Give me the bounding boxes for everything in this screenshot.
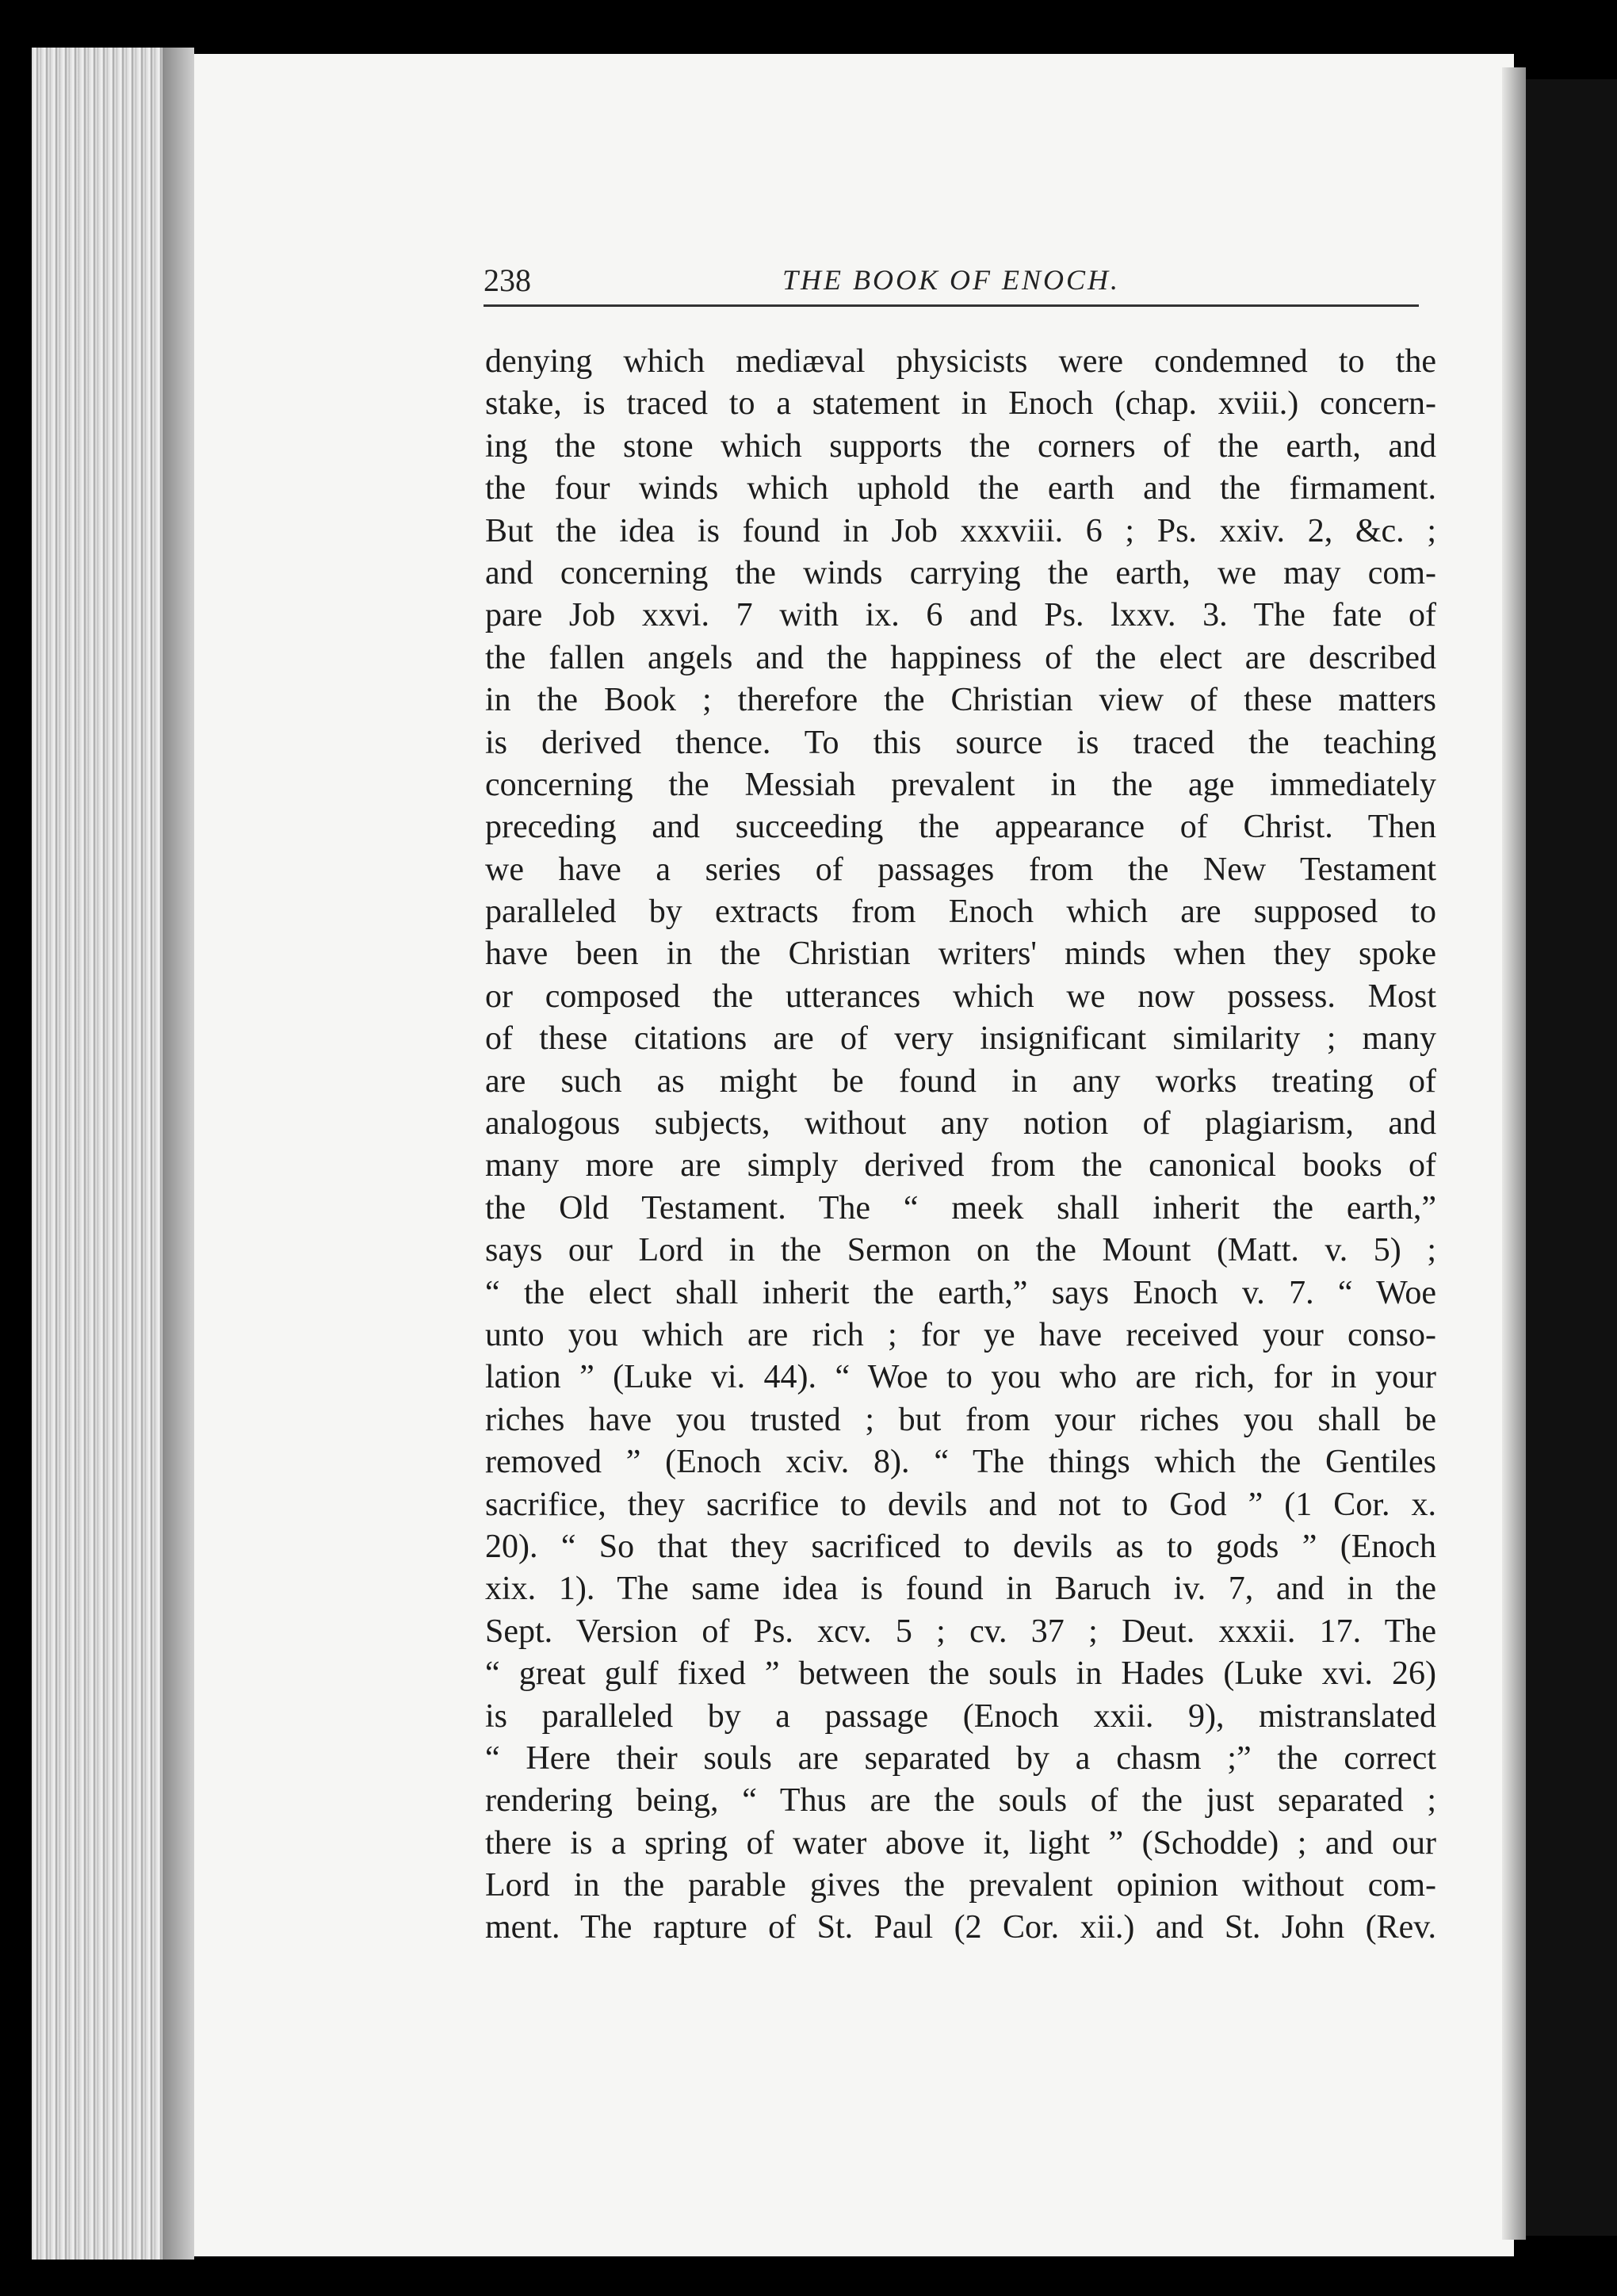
text-line: stake, is traced to a statement in Enoch (chap. xviii.) concern-	[485, 385, 1436, 423]
text-line: the four winds which uphold the earth and the firmament.	[485, 470, 1436, 507]
text-line: analogous subjects, without any notion of plagiarism, and	[485, 1105, 1436, 1142]
page-number: 238	[484, 262, 531, 298]
text-line: rendering being, “ Thus are the souls of the just separated ;	[485, 1782, 1436, 1820]
text-line: are such as might be found in any works treating of	[485, 1062, 1436, 1100]
text-line: lation ” (Luke vi. 44). “ Woe to you who are rich, for in your	[485, 1359, 1436, 1396]
text-line: the fallen angels and the happiness of the elect are described	[485, 639, 1436, 676]
text-line: xix. 1). The same idea is found in Baruch iv. 7, and in the	[485, 1571, 1436, 1608]
text-line: there is a spring of water above it, light ” (Schodde) ; and our	[485, 1824, 1436, 1862]
text-line: But the idea is found in Job xxxviii. 6 ; Ps. xxiv. 2, &c. ;	[485, 512, 1436, 549]
text-line: Lord in the parable gives the prevalent opinion without com-	[485, 1867, 1436, 1904]
running-title: THE BOOK OF ENOCH.	[782, 264, 1120, 296]
text-line: “ the elect shall inherit the earth,” says Enoch v. 7. “ Woe	[485, 1274, 1436, 1311]
text-line: many more are simply derived from the canonical books of	[485, 1147, 1436, 1184]
text-line: preceding and succeeding the appearance of Christ. Then	[485, 809, 1436, 846]
text-line: in the Book ; therefore the Christian view of these matters	[485, 682, 1436, 719]
text-line: Sept. Version of Ps. xcv. 5 ; cv. 37 ; Deut. xxxii. 17. The	[485, 1613, 1436, 1650]
text-line: is paralleled by a passage (Enoch xxii. 9), mistranslated	[485, 1697, 1436, 1735]
text-line: sacrifice, they sacrifice to devils and not to God ” (1 Cor. x.	[485, 1486, 1436, 1523]
page-edge-shadow	[162, 48, 194, 2260]
right-scan-border	[1526, 79, 1617, 2236]
text-line: concerning the Messiah prevalent in the age immediately	[485, 766, 1436, 803]
text-line: pare Job xxvi. 7 with ix. 6 and Ps. lxxv. 3. The fate of	[485, 597, 1436, 634]
text-line: and concerning the winds carrying the earth, we may com-	[485, 554, 1436, 591]
body-text	[485, 341, 1436, 1950]
text-line: of these citations are of very insignificant similarity ; many	[485, 1020, 1436, 1058]
page-header	[484, 262, 1419, 309]
text-line: “ great gulf fixed ” between the souls in Hades (Luke xvi. 26)	[485, 1655, 1436, 1693]
text-line: removed ” (Enoch xciv. 8). “ The things which the Gentiles	[485, 1444, 1436, 1481]
text-line: is derived thence. To this source is traced the teaching	[485, 724, 1436, 761]
text-line: “ Here their souls are separated by a chasm ;” the correct	[485, 1739, 1436, 1777]
text-line: paralleled by extracts from Enoch which are supposed to	[485, 894, 1436, 931]
text-line: unto you which are rich ; for ye have received your conso-	[485, 1316, 1436, 1353]
header-rule	[484, 304, 1419, 307]
text-line: the Old Testament. The “ meek shall inherit the earth,”	[485, 1189, 1436, 1226]
text-line: riches have you trusted ; but from your riches you shall be	[485, 1401, 1436, 1438]
text-line: ing the stone which supports the corners of the earth, and	[485, 427, 1436, 465]
text-line: denying which mediæval physicists were condemned to the	[485, 343, 1436, 380]
text-line: 20). “ So that they sacrificed to devils as to gods ” (Enoch	[485, 1528, 1436, 1565]
text-line: ment. The rapture of St. Paul (2 Cor. xii.) and St. John (Rev.	[485, 1909, 1436, 1946]
text-line: we have a series of passages from the New Testament	[485, 851, 1436, 888]
text-line: or composed the utterances which we now possess. Most	[485, 978, 1436, 1015]
page-gutter-edge	[1502, 67, 1526, 2240]
text-line: have been in the Christian writers' minds when they spoke	[485, 936, 1436, 973]
text-line: says our Lord in the Sermon on the Mount (Matt. v. 5) ;	[485, 1232, 1436, 1269]
